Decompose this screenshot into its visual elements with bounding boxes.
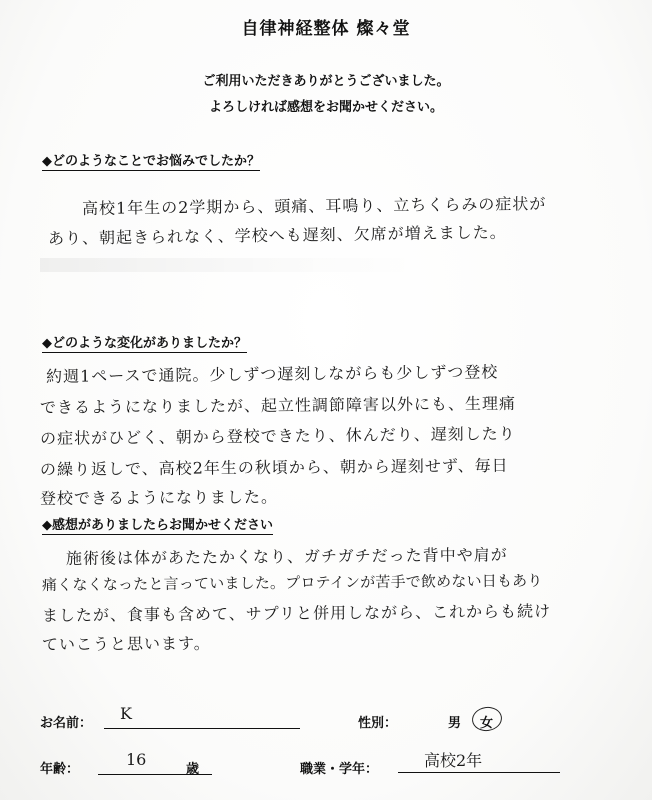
occupation-label: 職業・学年： — [300, 762, 379, 777]
name-underline — [104, 728, 300, 729]
gender-selected-circle — [470, 705, 503, 733]
answer-changes-line-3: の症状がひどく、朝から登校できたり、休んだり、遅刻したり — [39, 424, 516, 448]
name-value: K — [120, 704, 132, 723]
question-worries-text: ◆どのようなことでお悩みでしたか？ — [42, 154, 260, 169]
greeting-line-1: ご利用いただきありがとうございました。 — [202, 74, 450, 89]
question-changes — [42, 332, 247, 351]
gender-option-female: 女 — [480, 716, 494, 731]
answer-impressions-line-2: 痛くなくなったと言っていました。プロテインが苦手で飲めない日もあり — [41, 571, 543, 594]
age-label: 年齢： — [40, 762, 80, 777]
answer-impressions-line-3: ましたが、食事も含めて、サプリと併用しながら、これからも続け — [41, 601, 552, 625]
answer-worries-line-2: あり、朝起きられなく、学校へも遅刻、欠席が増えました。 — [47, 222, 507, 248]
question-worries — [42, 150, 260, 169]
faint-bleedthrough — [40, 258, 420, 272]
name-label: お名前： — [40, 716, 93, 731]
gender-label: 性別： — [358, 716, 398, 731]
answer-changes-line-5: 登校できるようになりました。 — [39, 487, 279, 508]
answer-worries-line-1: 高校1年生の2学期から、頭痛、耳鳴り、立ちくらみの症状が — [81, 194, 547, 218]
question-impressions-text: ◆感想がありましたらお聞かせください — [42, 518, 273, 533]
answer-impressions-line-4: ていこうと思います。 — [41, 633, 211, 654]
occupation-underline — [398, 772, 560, 773]
age-value: 16 — [126, 750, 147, 769]
question-impressions — [42, 514, 273, 533]
clinic-title: 自律神経整体 燦々堂 — [241, 19, 411, 39]
occupation-value: 高校2年 — [424, 751, 483, 770]
age-unit: 歳 — [186, 762, 200, 777]
greeting-line-2: よろしければ感想をお聞かせください。 — [208, 100, 443, 115]
answer-changes-line-4: の繰り返しで、高校2年生の秋頃から、朝から遅刻せず、毎日 — [39, 455, 509, 479]
age-underline — [98, 774, 212, 775]
answer-changes-line-2: できるようになりましたが、起立性調節障害以外にも、生理痛 — [39, 393, 517, 417]
answer-changes-line-1: 約週1ペースで通院。少しずつ遅刻しながらも少しずつ登校 — [45, 362, 499, 386]
answer-impressions-line-1: 施術後は体があたたかくなり、ガチガチだった背中や肩が — [65, 545, 508, 568]
question-changes-text: ◆どのような変化がありましたか？ — [42, 336, 247, 351]
gender-option-male: 男 — [448, 716, 462, 731]
